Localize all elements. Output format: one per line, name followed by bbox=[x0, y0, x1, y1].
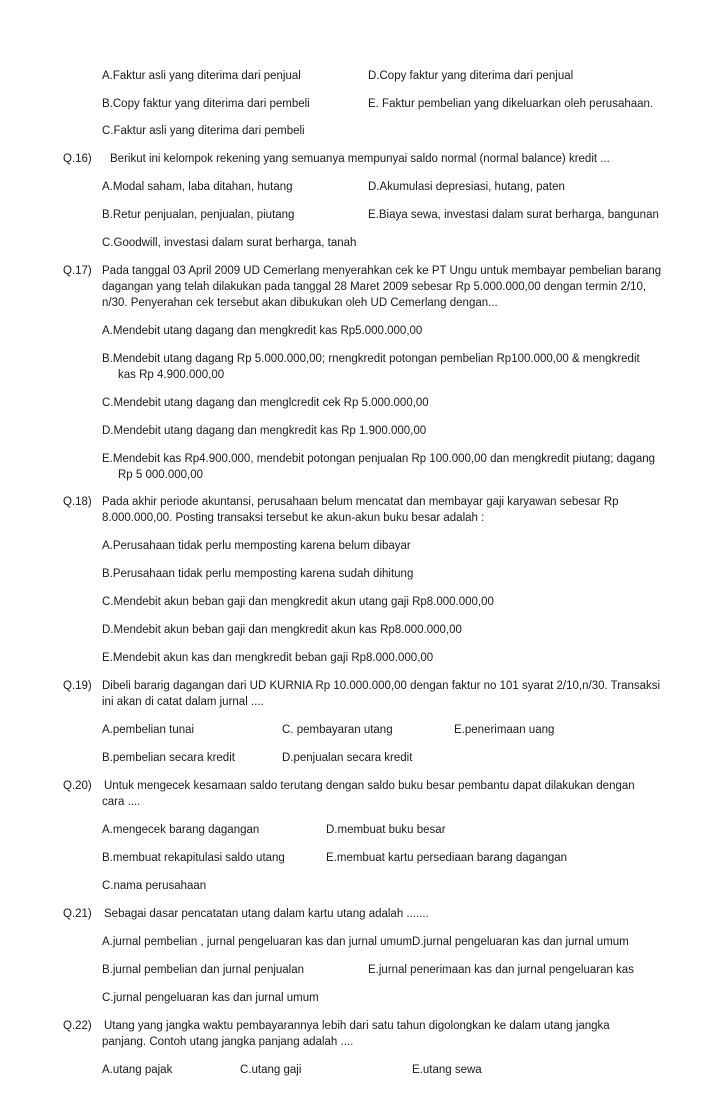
prev-option-b: B.Copy faktur yang diterima dari pembeli bbox=[102, 98, 310, 110]
q19-option-c: C. pembayaran utang bbox=[282, 724, 393, 736]
prev-option-c: C.Faktur asli yang diterima dari pembeli bbox=[102, 125, 305, 137]
q16-number: Q.16) bbox=[63, 153, 92, 165]
q18-question-line2: 8.000.000,00. Posting transaksi tersebut ke akun-akun buku besar adalah : bbox=[102, 512, 485, 524]
q17-option-c: C.Mendebit utang dagang dan menglcredit cek Rp 5.000.000,00 bbox=[102, 397, 429, 409]
q16-option-a: A.Modal saham, laba ditahan, hutang bbox=[102, 181, 293, 193]
q21-number: Q.21) bbox=[63, 908, 92, 920]
q21-option-c: C.jurnal pengeluaran kas dan jurnal umum bbox=[102, 992, 319, 1004]
q18-option-e: E.Mendebit akun kas dan mengkredit beban gaji Rp8.000.000,00 bbox=[102, 652, 434, 664]
q19-option-e: E.penerimaan uang bbox=[454, 724, 555, 736]
q22-number: Q.22) bbox=[63, 1020, 92, 1032]
q16-option-c: C.Goodwill, investasi dalam surat berharga, tanah bbox=[102, 237, 357, 249]
q19-option-d: D.penjualan secara kredit bbox=[282, 752, 413, 764]
q18-option-a: A.Perusahaan tidak perlu memposting karena belum dibayar bbox=[102, 540, 411, 552]
q18-option-b: B.Perusahaan tidak perlu memposting karena sudah dihitung bbox=[102, 568, 414, 580]
q20-option-d: D.membuat buku besar bbox=[326, 824, 446, 836]
q22-option-a: A.utang pajak bbox=[102, 1064, 173, 1076]
q21-question: Sebagai dasar pencatatan utang dalam kartu utang adalah ....... bbox=[104, 908, 429, 920]
prev-option-d: D.Copy faktur yang diterima dari penjual bbox=[368, 70, 574, 82]
q18-option-c: C.Mendebit akun beban gaji dan mengkredit akun utang gaji Rp8.000.000,00 bbox=[102, 596, 494, 608]
q17-question-line3: n/30. Penyerahan cek tersebut akan dibukukan oleh UD Cemerlang dengan... bbox=[102, 297, 498, 309]
q17-option-b-line1: B.Mendebit utang dagang Rp 5.000.000,00; rnengkredit potongan pembelian Rp100.000,00 & mengkredit bbox=[102, 353, 640, 365]
q19-number: Q.19) bbox=[63, 680, 92, 692]
q20-option-c: C.nama perusahaan bbox=[102, 880, 207, 892]
q18-number: Q.18) bbox=[63, 496, 92, 508]
q17-option-a: A.Mendebit utang dagang dan mengkredit kas Rp5.000.000,00 bbox=[102, 325, 423, 337]
q17-number: Q.17) bbox=[63, 265, 92, 277]
q20-number: Q.20) bbox=[63, 780, 92, 792]
q19-option-b: B.pembelian secara kredit bbox=[102, 752, 235, 764]
q17-option-e-line2: Rp 5 000.000,00 bbox=[118, 469, 204, 481]
q18-question-line1: Pada akhir periode akuntansi, perusahaan belum mencatat dan membayar gaji karyawan sebesar Rp bbox=[102, 496, 619, 508]
q20-option-a: A.mengecek barang dagangan bbox=[102, 824, 260, 836]
q21-option-e: E.jurnal penerimaan kas dan jurnal pengeluaran kas bbox=[368, 964, 634, 976]
q20-question-line1: Untuk mengecek kesamaan saldo terutang dengan saldo buku besar pembantu dapat dilakukan dengan bbox=[104, 780, 635, 792]
q21-option-b: B.jurnal pembelian dan jurnal penjualan bbox=[102, 964, 305, 976]
q19-option-a: A.pembelian tunai bbox=[102, 724, 195, 736]
q22-question-line1: Utang yang jangka waktu pembayarannya lebih dari satu tahun digolongkan ke dalam utang jangka bbox=[104, 1020, 610, 1032]
q21-option-a-d: A.jurnal pembelian , jurnal pengeluaran kas dan jurnal umumD.jurnal pengeluaran kas dan jurnal umum bbox=[102, 936, 629, 948]
q22-option-e: E.utang sewa bbox=[412, 1064, 482, 1076]
q20-option-b: B.membuat rekapitulasi saldo utang bbox=[102, 852, 285, 864]
q16-option-b: B.Retur penjualan, penjualan, piutang bbox=[102, 209, 295, 221]
q17-question-line2: dagangan yang telah dilakukan pada tanggal 28 Maret 2009 sebesar Rp 5.000.000,00 dengan termin 2/10, bbox=[102, 281, 647, 293]
prev-option-e: E. Faktur pembelian yang dikeluarkan oleh perusahaan. bbox=[368, 98, 654, 110]
q17-option-e-line1: E.Mendebit kas Rp4.900.000, mendebit potongan penjualan Rp 100.000,00 dan mengkredit piutang; dagang bbox=[102, 453, 656, 465]
q20-option-e: E.membuat kartu persediaan barang dagangan bbox=[326, 852, 568, 864]
q17-option-d: D.Mendebit utang dagang dan mengkredit kas Rp 1.900.000,00 bbox=[102, 425, 427, 437]
q17-question-line1: Pada tanggal 03 April 2009 UD Cemerlang menyerahkan cek ke PT Ungu untuk membayar pembelian barang bbox=[102, 265, 662, 277]
q20-question-line2: cara .... bbox=[102, 796, 141, 808]
q18-option-d: D.Mendebit akun beban gaji dan mengkredit akun kas Rp8.000.000,00 bbox=[102, 624, 462, 636]
q22-question-line2: panjang. Contoh utang jangka panjang adalah .... bbox=[102, 1036, 354, 1048]
prev-option-a: A.Faktur asli yang diterima dari penjual bbox=[102, 70, 301, 82]
q16-question: Berikut ini kelompok rekening yang semuanya mempunyai saldo normal (normal balance) kredit ... bbox=[110, 153, 610, 165]
q17-option-b-line2: kas Rp 4.900.000,00 bbox=[118, 369, 225, 381]
q16-option-e: E.Biaya sewa, investasi dalam surat berharga, bangunan bbox=[368, 209, 659, 221]
q22-option-c: C.utang gaji bbox=[240, 1064, 302, 1076]
q19-question-line2: ini akan di catat dalam jurnal .... bbox=[102, 696, 264, 708]
q16-option-d: D.Akumulasi depresiasi, hutang, paten bbox=[368, 181, 565, 193]
q19-question-line1: Dibeli bararig dagangan dari UD KURNIA Rp 10.000.000,00 dengan faktur no 101 syarat 2/10,n/30. Transaksi bbox=[102, 680, 661, 692]
